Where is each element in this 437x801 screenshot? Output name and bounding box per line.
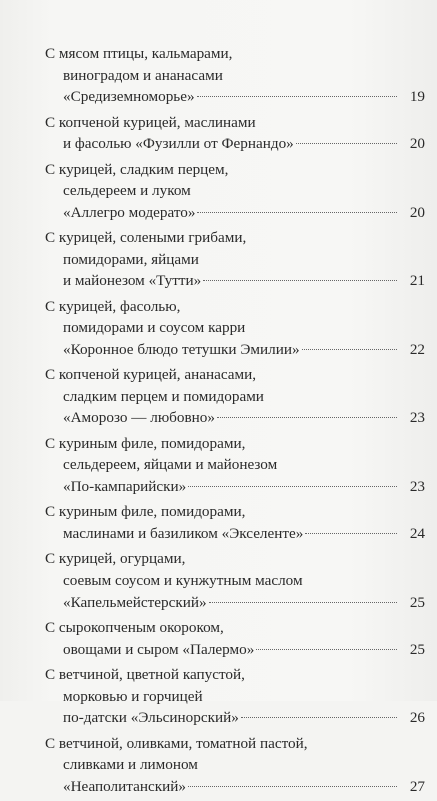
dot-leader: [305, 533, 397, 534]
toc-entry-line: С мясом птицы, кальмарами,: [45, 45, 233, 62]
toc-entry: [45, 664, 425, 729]
toc-entry: [45, 501, 425, 544]
dot-leader: [209, 602, 397, 603]
toc-entry-line: виноградом и ананасами: [63, 66, 223, 84]
page-number: 19: [409, 88, 425, 106]
dot-leader: [302, 349, 397, 350]
table-of-contents: [45, 43, 425, 801]
toc-entry-last-line: [45, 592, 425, 614]
page-number: 24: [409, 525, 425, 543]
toc-entry-line: сельдереем, яйцами и майонезом: [63, 456, 278, 474]
toc-entry-last-line: [45, 407, 425, 429]
toc-entry-last-line: [45, 339, 425, 361]
dot-leader: [217, 417, 397, 418]
toc-entry: [45, 617, 425, 660]
toc-entry-line: «Средиземноморье»: [63, 88, 195, 106]
toc-entry-line: «Аллегро модерато»: [63, 203, 196, 221]
toc-entry: [45, 548, 425, 613]
toc-entry-line: С копченой курицей, ананасами,: [45, 366, 257, 384]
dot-leader: [203, 280, 397, 281]
toc-entry-line: «Неаполитанский»: [63, 777, 186, 795]
toc-entry-line: С копченой курицей, маслинами: [45, 113, 256, 131]
toc-entry-line: С ветчиной, цветной капустой,: [45, 666, 245, 683]
toc-entry: [45, 227, 425, 292]
toc-entry: [45, 159, 425, 224]
toc-entry-line: С куриным филе, помидорами,: [45, 503, 246, 521]
toc-entry-line: С курицей, фасолью,: [45, 297, 181, 315]
toc-entry-last-line: [45, 270, 425, 292]
dot-leader: [256, 649, 397, 650]
dot-leader: [197, 212, 397, 213]
page-number: 25: [409, 593, 425, 611]
toc-entry-line: «По-кампарийски»: [63, 478, 187, 496]
toc-entry-line: С сырокопченым окороком,: [45, 619, 224, 637]
toc-entry-line: сладким перцем и помидорами: [63, 387, 264, 405]
toc-entry-line: помидорами и соусом карри: [63, 319, 246, 337]
toc-entry-line: маслинами и базиликом «Экселенте»: [63, 525, 304, 543]
page-number: 21: [409, 272, 425, 290]
toc-entry-line: сельдереем и луком: [63, 182, 191, 200]
toc-entry: [45, 43, 425, 108]
toc-entry-line: С ветчиной, оливками, томатной пастой,: [45, 734, 308, 752]
dot-leader: [241, 717, 397, 718]
toc-entry-line: «Аморозо — любовно»: [63, 409, 215, 427]
toc-entry-line: С курицей, солеными грибами,: [45, 229, 247, 247]
page-number: 25: [409, 640, 425, 658]
dot-leader: [188, 786, 397, 787]
toc-entry: [45, 364, 425, 429]
toc-entry-line: «Коронное блюдо тетушки Эмилии»: [63, 340, 300, 358]
page-number: 23: [409, 409, 425, 427]
toc-entry-line: и майонезом «Тутти»: [63, 272, 202, 290]
toc-entry-line: морковью и горчицей: [63, 687, 203, 705]
toc-entry-last-line: [45, 133, 425, 155]
toc-entry: [45, 112, 425, 155]
toc-entry-line: сливками и лимоном: [63, 756, 198, 774]
toc-entry-last-line: [45, 202, 425, 224]
toc-entry-line: соевым соусом и кунжутным маслом: [63, 572, 303, 590]
dot-leader: [296, 143, 397, 144]
page-number: 20: [409, 135, 425, 153]
page-number: 20: [409, 203, 425, 221]
toc-entry-line: помидорами, яйцами: [63, 250, 199, 268]
dot-leader: [197, 96, 397, 97]
toc-entry-line: овощами и сыром «Палермо»: [63, 640, 255, 658]
toc-entry-line: С куриным филе, помидорами,: [45, 434, 246, 452]
toc-entry-last-line: [45, 523, 425, 545]
toc-entry-last-line: [45, 86, 425, 108]
page-number: 23: [409, 478, 425, 496]
toc-entry-line: С курицей, огурцами,: [45, 550, 186, 568]
page-number: 27: [409, 777, 425, 795]
page-number: 26: [409, 709, 425, 727]
toc-entry: [45, 433, 425, 498]
toc-entry-last-line: [45, 707, 425, 729]
toc-entry-line: по-датски «Эльсинорский»: [63, 709, 239, 727]
page-number: 22: [409, 340, 425, 358]
toc-entry-line: и фасолью «Фузилли от Фернандо»: [63, 135, 294, 153]
dot-leader: [188, 486, 397, 487]
toc-entry-last-line: [45, 776, 425, 798]
toc-entry-line: С курицей, сладким перцем,: [45, 160, 229, 178]
toc-entry-last-line: [45, 476, 425, 498]
toc-entry: [45, 733, 425, 798]
toc-entry: [45, 296, 425, 361]
toc-entry-last-line: [45, 639, 425, 661]
toc-entry-line: «Капельмейстерский»: [63, 593, 207, 611]
